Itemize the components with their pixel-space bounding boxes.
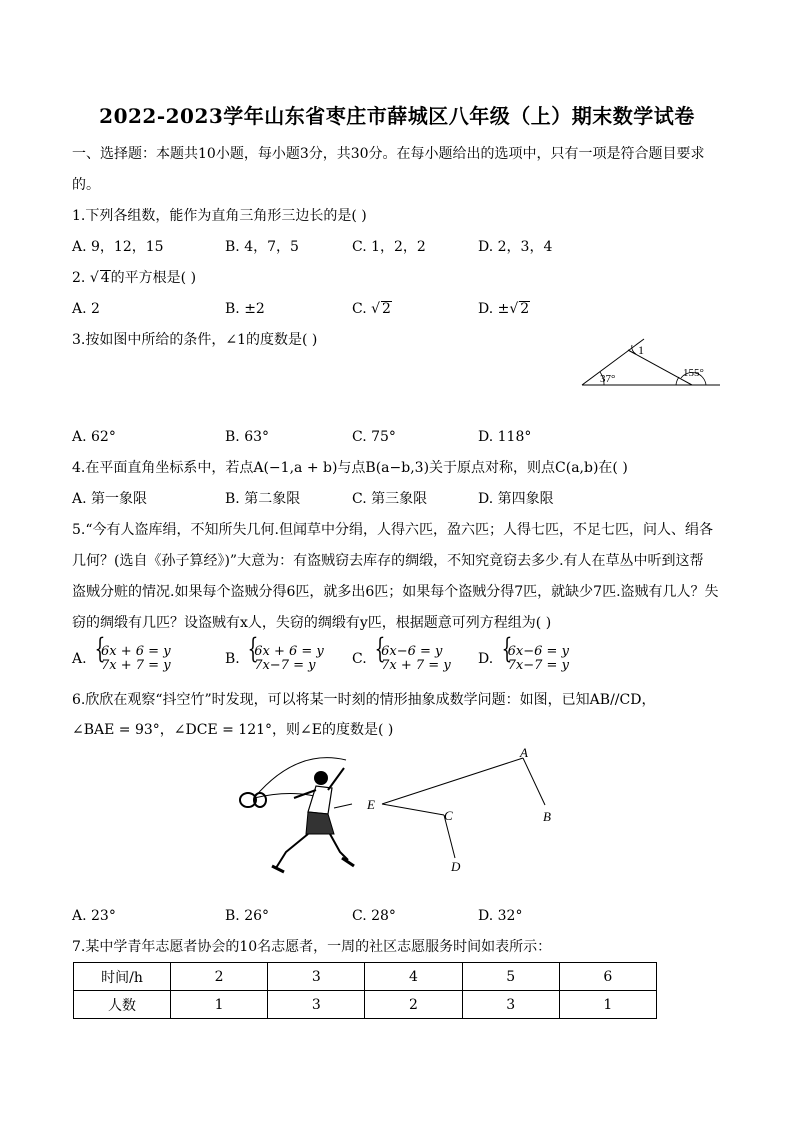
q6-geometry-figure — [366, 745, 566, 875]
q6-line2: ∠BAE = 93°，∠DCE = 121°，则∠E的度数是( ) — [72, 722, 394, 738]
q2-d-radicand: 2 — [520, 301, 530, 317]
q6-point-d: D — [451, 859, 461, 874]
q2-c-prefix: C. — [352, 301, 372, 317]
table-header-cell: 5 — [462, 963, 559, 991]
q5-line3: 盗贼分赃的情况.如果每个盗贼分得6匹，就多出6匹；如果每个盗贼分得7匹，就缺少7匹.盗贼有几人？失 — [72, 584, 719, 600]
q3-option-d: D. 118° — [478, 429, 532, 445]
table-cell: 2 — [365, 991, 462, 1019]
q5-c-eq2: 7x + 7 = y — [381, 658, 451, 673]
q2-option-d — [478, 299, 530, 319]
q6-point-b: B — [543, 809, 551, 824]
q5-b-system — [244, 645, 324, 673]
q4-stem: 4.在平面直角坐标系中，若点A(−1,a + b)与点B(a−b,3)关于原点对称，则点C(a,b)在( ) — [72, 460, 628, 476]
q3-option-a: A. 62° — [72, 429, 116, 445]
table-cell: 3 — [268, 991, 365, 1019]
q5-d-system — [498, 645, 569, 673]
q2-d-prefix: D. ± — [478, 301, 510, 317]
q5-option-d — [478, 645, 569, 673]
q1-option-c: C. 1，2，2 — [352, 239, 426, 255]
q5-c-label: C. — [352, 651, 367, 667]
q6-option-d: D. 32° — [478, 908, 523, 924]
sqrt-icon: √ — [89, 270, 99, 286]
table-header-cell: 4 — [365, 963, 462, 991]
q5-a-eq2: 7x + 7 = y — [101, 658, 171, 673]
table-header-cell: 3 — [268, 963, 365, 991]
q6-point-e: E — [367, 797, 375, 812]
table-row — [74, 963, 657, 991]
table-header-cell: 2 — [171, 963, 268, 991]
q5-line2: 几何？(选自《孙子算经》)”大意为：有盗贼窃去库存的绸缎，不知究竟窃去多少.有人在草丛中听到这帮 — [72, 553, 704, 569]
q5-a-system — [91, 645, 171, 673]
q6-point-c: C — [444, 808, 453, 823]
q3-angle-label-37: 37° — [600, 373, 616, 385]
sqrt-icon: √ — [509, 301, 519, 317]
table-header-cell: 6 — [559, 963, 656, 991]
q6-line1: 6.欣欣在观察“抖空竹”时发现，可以将某一时刻的情形抽象成数学问题：如图，已知AB//CD， — [72, 692, 656, 708]
q5-d-label: D. — [478, 651, 494, 667]
q5-option-c — [352, 645, 451, 673]
q6-option-b: B. 26° — [225, 908, 270, 924]
q4-option-b: B. 第二象限 — [225, 491, 301, 507]
q5-d-eq2: 7x−7 = y — [507, 658, 569, 673]
q3-angle-label-1: 1 — [638, 343, 644, 357]
q2-stem — [72, 268, 196, 288]
q2-option-c — [352, 299, 392, 319]
table-cell: 1 — [559, 991, 656, 1019]
q5-option-a — [72, 645, 171, 673]
q1-option-d: D. 2，3，4 — [478, 239, 553, 255]
q5-d-eq1: 6x−6 = y — [507, 644, 569, 659]
q5-b-label: B. — [225, 651, 240, 667]
q6-option-c: C. 28° — [352, 908, 396, 924]
section-instructions-line2: 的。 — [72, 177, 100, 193]
sqrt-icon: √ — [371, 301, 381, 317]
q2-c-radicand: 2 — [382, 301, 391, 317]
q5-a-label: A. — [72, 651, 87, 667]
q5-a-eq1: 6x + 6 = y — [101, 644, 171, 659]
q4-option-d: D. 第四象限 — [478, 491, 554, 507]
q2-option-b: B. ±2 — [225, 301, 265, 317]
q1-option-b: B. 4，7，5 — [225, 239, 299, 255]
q5-c-system — [371, 645, 451, 673]
q5-c-eq1: 6x−6 = y — [381, 644, 443, 659]
q6-option-a: A. 23° — [72, 908, 116, 924]
q3-option-c: C. 75° — [352, 429, 396, 445]
q3-triangle-figure — [578, 336, 728, 396]
table-row — [74, 991, 657, 1019]
diabolo-player-illustration — [236, 748, 356, 878]
table-header-cell: 时间/h — [74, 963, 171, 991]
q6-point-a: A — [520, 745, 528, 760]
q5-b-eq1: 6x + 6 = y — [254, 644, 324, 659]
q2-prefix: 2. — [72, 270, 90, 286]
q3-stem: 3.按如图中所给的条件，∠1的度数是( ) — [72, 332, 318, 348]
q1-stem: 1.下列各组数，能作为直角三角形三边长的是( ) — [72, 208, 367, 224]
q7-stem: 7.某中学青年志愿者协会的10名志愿者，一周的社区志愿服务时间如表所示： — [72, 939, 552, 955]
q2-suffix: 的平方根是( ) — [110, 270, 197, 286]
q4-option-a: A. 第一象限 — [72, 491, 148, 507]
table-cell: 人数 — [74, 991, 171, 1019]
q3-angle-label-155: 155° — [683, 367, 704, 379]
q5-b-eq2: 7x−7 = y — [254, 658, 316, 673]
q5-line4: 窃的绸缎有几匹？设盗贼有x人，失窃的绸缎有y匹，根据题意可列方程组为( ) — [72, 615, 552, 631]
q2-option-a: A. 2 — [72, 301, 100, 317]
q4-option-c: C. 第三象限 — [352, 491, 428, 507]
table-cell: 1 — [171, 991, 268, 1019]
q3-option-b: B. 63° — [225, 429, 270, 445]
table-cell: 3 — [462, 991, 559, 1019]
q7-service-time-table — [73, 962, 657, 1019]
q5-option-b — [225, 645, 324, 673]
page-title: 2022-2023学年山东省枣庄市薛城区八年级（上）期末数学试卷 — [99, 104, 695, 128]
q2-radicand: 4 — [100, 270, 110, 286]
q1-option-a: A. 9，12，15 — [72, 239, 164, 255]
section-instructions-line1: 一、选择题：本题共10小题，每小题3分，共30分。在每小题给出的选项中，只有一项是符合题目要求 — [72, 146, 705, 162]
q5-line1: 5.“今有人盗库绢，不知所失几何.但闻草中分绢，人得六匹，盈六匹；人得七匹，不足七匹，问人、绢各 — [72, 522, 713, 538]
